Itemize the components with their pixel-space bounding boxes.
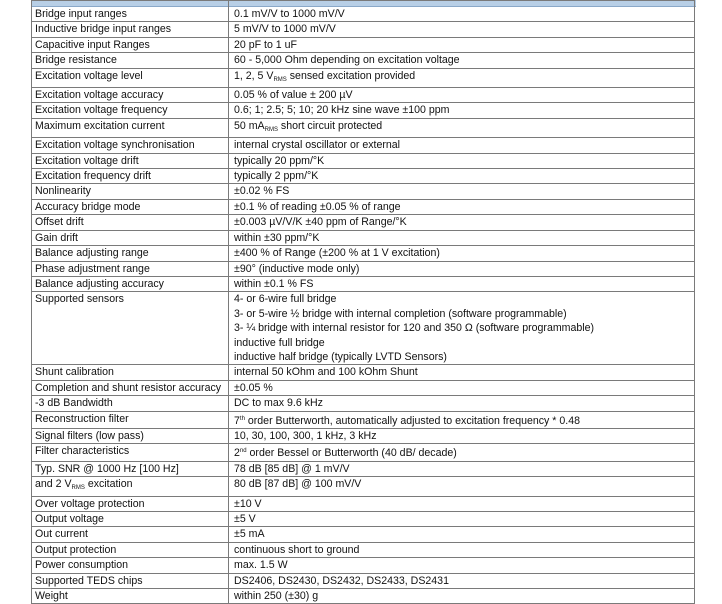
spec-value [229, 199, 695, 214]
spec-value [229, 292, 695, 365]
spec-label: Balance adjusting range [32, 246, 229, 261]
table-row [32, 199, 695, 214]
spec-value [229, 169, 695, 184]
spec-label: Power consumption [32, 558, 229, 573]
spec-label: Maximum excitation current [32, 118, 229, 137]
spec-value [229, 215, 695, 230]
spec-label: Inductive bridge input ranges [32, 22, 229, 37]
text-fragment: typically 20 ppm/°K [234, 154, 325, 167]
text-fragment: and 2 V [35, 478, 72, 491]
table-row [32, 444, 695, 461]
spec-label: Output protection [32, 542, 229, 557]
table-row [32, 1, 695, 22]
spec-value [229, 37, 695, 52]
table-row [32, 461, 695, 476]
spec-value [229, 103, 695, 118]
rms-subscript: RMS [71, 485, 85, 492]
spec-label [32, 477, 229, 496]
spec-label: Supported TEDS chips [32, 573, 229, 588]
table-row [32, 68, 695, 87]
text-fragment: sensed excitation provided [286, 69, 416, 82]
table-row [32, 261, 695, 276]
spec-label: Offset drift [32, 215, 229, 230]
spec-value [229, 261, 695, 276]
text-fragment: 10, 30, 100, 300, 1 kHz, 3 kHz [234, 429, 377, 442]
spec-label: Bridge resistance [32, 53, 229, 68]
spec-value [229, 138, 695, 153]
spec-value [229, 411, 695, 428]
text-fragment: excitation [84, 478, 133, 491]
spec-label: Excitation frequency drift [32, 169, 229, 184]
text-fragment: ±5 V [234, 513, 256, 525]
text-fragment: within 250 (±30) g [234, 590, 319, 603]
table-row [32, 542, 695, 557]
spec-label: Excitation voltage level [32, 68, 229, 87]
spec-value [229, 118, 695, 137]
spec-label: Weight [32, 589, 229, 604]
table-row [32, 411, 695, 428]
spec-label: Excitation voltage drift [32, 153, 229, 168]
spec-value [229, 53, 695, 68]
spec-value [229, 512, 695, 527]
text-fragment: 5 mV/V to 1000 mV/V [234, 23, 336, 36]
spec-value [229, 589, 695, 604]
spec-label: Completion and shunt resistor accuracy [32, 380, 229, 395]
text-fragment: within ±30 ppm/°K [234, 231, 320, 244]
text-fragment: ±0.02 % FS [234, 185, 290, 198]
spec-value [229, 558, 695, 573]
text-fragment: short circuit protected [277, 119, 383, 132]
text-fragment: internal crystal oscillator or external [234, 139, 401, 152]
text-fragment: 80 dB [87 dB] @ 100 mV/V [234, 478, 362, 491]
spec-label: Phase adjustment range [32, 261, 229, 276]
sensor-line: 4- or 6-wire full bridge [234, 293, 337, 306]
table-row [32, 380, 695, 395]
table-row [32, 138, 695, 153]
spec-value [229, 276, 695, 291]
spec-label: Excitation voltage frequency [32, 103, 229, 118]
spec-label: Nonlinearity [32, 184, 229, 199]
spec-value [229, 22, 695, 37]
spec-value [229, 496, 695, 511]
text-fragment: 7 [234, 414, 240, 427]
spec-label: Excitation voltage synchronisation [32, 138, 229, 153]
spec-label: Accuracy bridge mode [32, 199, 229, 214]
table-row [32, 527, 695, 542]
table-row [32, 276, 695, 291]
spec-value [229, 230, 695, 245]
spec-value [229, 477, 695, 496]
spec-label: Reconstruction filter [32, 411, 229, 428]
table-row [32, 169, 695, 184]
text-fragment: ±0.05 % [234, 381, 273, 394]
specifications-table [31, 0, 695, 604]
spec-label: Gain drift [32, 230, 229, 245]
text-fragment: ±90° (inductive mode only) [234, 262, 360, 275]
text-fragment: order Bessel or Butterworth (40 dB/ decade) [246, 447, 457, 460]
sensor-line: 3- or 5-wire ½ bridge with internal completion (software programmable) [234, 307, 567, 320]
ordinal-superscript: nd [239, 448, 247, 455]
spec-label: Typ. SNR @ 1000 Hz [100 Hz] [32, 461, 229, 476]
table-row [32, 573, 695, 588]
spec-label: Signal filters (low pass) [32, 428, 229, 443]
spec-value [229, 428, 695, 443]
sensor-line: inductive half bridge (typically LVTD Sensors) [234, 350, 447, 363]
text-fragment: ±5 mA [234, 528, 265, 541]
text-fragment: ±10 V [234, 497, 262, 510]
spec-value [229, 153, 695, 168]
table-row [32, 558, 695, 573]
text-fragment: 60 - 5,000 Ohm depending on excitation voltage [234, 54, 460, 67]
table-row [32, 292, 695, 365]
table-row [32, 589, 695, 604]
sensor-line: inductive full bridge [234, 336, 325, 349]
table-row [32, 477, 695, 496]
text-fragment: ±0.003 µV/V/K ±40 ppm of Range/°K [234, 216, 407, 229]
text-fragment: 2 [234, 447, 240, 460]
text-fragment: continuous short to ground [234, 543, 360, 556]
text-fragment: 50 mA [234, 119, 265, 132]
text-fragment: 0.1 mV/V to 1000 mV/V [234, 8, 345, 20]
table-row [32, 365, 695, 380]
table-row [32, 184, 695, 199]
table-row [32, 230, 695, 245]
spec-value [229, 461, 695, 476]
spec-label: Capacitive input Ranges [32, 37, 229, 52]
spec-value [229, 542, 695, 557]
text-fragment: ±400 % of Range (±200 % at 1 V excitation) [234, 247, 440, 260]
text-fragment: max. 1.5 W [234, 559, 288, 572]
text-fragment: order Butterworth, automatically adjusted to excitation frequency * 0.48 [244, 414, 580, 427]
text-fragment: 78 dB [85 dB] @ 1 mV/V [234, 462, 350, 475]
spec-label: Supported sensors [32, 292, 229, 365]
table-row [32, 37, 695, 52]
table-row [32, 396, 695, 411]
sensor-line: 3- ¼ bridge with internal resistor for 120 and 350 Ω (software programmable) [234, 322, 595, 335]
spec-value [229, 573, 695, 588]
table-row [32, 512, 695, 527]
table-row [32, 53, 695, 68]
table-row [32, 22, 695, 37]
text-fragment: DC to max 9.6 kHz [234, 397, 323, 410]
spec-value [229, 444, 695, 461]
spec-value [229, 88, 695, 103]
text-fragment: 0.05 % of value ± 200 µV [234, 89, 353, 102]
ordinal-superscript: th [239, 415, 245, 422]
spec-label: Out current [32, 527, 229, 542]
rms-subscript: RMS [273, 76, 287, 83]
spec-value [229, 527, 695, 542]
text-fragment: typically 2 ppm/°K [234, 170, 319, 183]
spec-label: Shunt calibration [32, 365, 229, 380]
text-fragment: DS2406, DS2430, DS2432, DS2433, DS2431 [234, 574, 449, 587]
rms-subscript: RMS [264, 126, 278, 133]
text-fragment: ±0.1 % of reading ±0.05 % of range [234, 200, 401, 213]
text-fragment: 0.6; 1; 2.5; 5; 10; 20 kHz sine wave ±100 ppm [234, 104, 450, 117]
text-fragment: within ±0.1 % FS [234, 277, 314, 290]
table-row [32, 428, 695, 443]
text-fragment: 20 pF to 1 uF [234, 38, 298, 51]
spec-value [229, 1, 695, 22]
spec-value [229, 396, 695, 411]
spec-label: Bridge input ranges [32, 1, 229, 22]
table-row [32, 496, 695, 511]
text-fragment: internal 50 kOhm and 100 kOhm Shunt [234, 366, 418, 379]
spec-label: Over voltage protection [32, 496, 229, 511]
table-row [32, 88, 695, 103]
spec-value [229, 184, 695, 199]
text-fragment: 1, 2, 5 V [234, 69, 274, 82]
spec-label: Balance adjusting accuracy [32, 276, 229, 291]
spec-value [229, 380, 695, 395]
spec-label: Filter characteristics [32, 444, 229, 461]
spec-value [229, 246, 695, 261]
spec-label: -3 dB Bandwidth [32, 396, 229, 411]
spec-label: Output voltage [32, 512, 229, 527]
spec-label: Excitation voltage accuracy [32, 88, 229, 103]
table-row [32, 118, 695, 137]
spec-value [229, 68, 695, 87]
table-row [32, 103, 695, 118]
table-row [32, 246, 695, 261]
table-row [32, 153, 695, 168]
table-row [32, 215, 695, 230]
spec-value [229, 365, 695, 380]
